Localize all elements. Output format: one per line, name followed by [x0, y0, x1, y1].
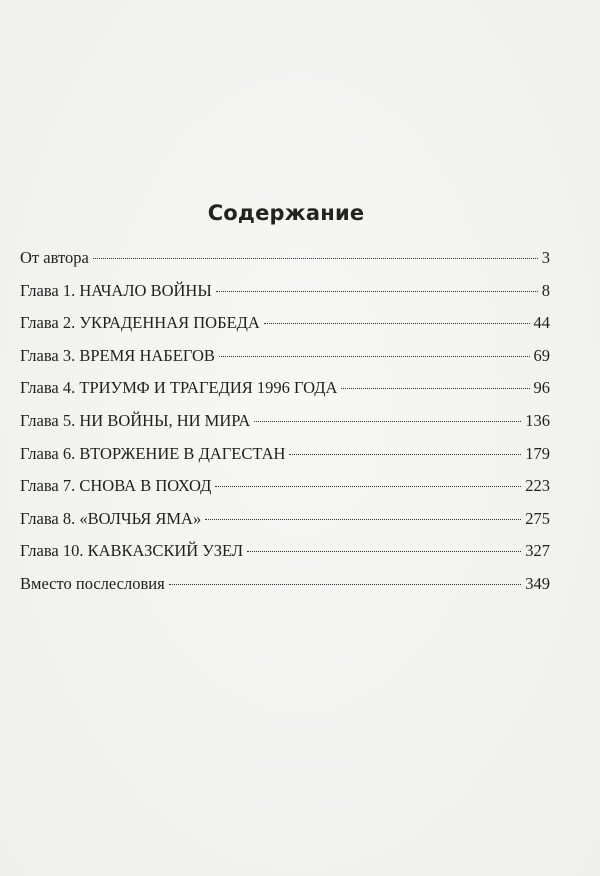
toc-entry-title: Глава 5. НИ ВОЙНЫ, НИ МИРА: [20, 410, 251, 430]
dot-leader: [216, 291, 538, 292]
toc-page-number: 8: [541, 280, 550, 300]
toc-page-number: 349: [525, 573, 550, 593]
toc-page-number: 327: [525, 541, 550, 561]
toc-page-number: 3: [541, 248, 550, 267]
toc-entry: [20, 444, 550, 477]
toc-page-number: 96: [533, 378, 550, 398]
toc-page-number: 69: [533, 345, 550, 365]
page-title: Содержание: [207, 201, 365, 225]
toc-entry-title: Глава 1. НАЧАЛО ВОЙНЫ: [20, 280, 212, 300]
toc-entry: [20, 378, 550, 411]
toc-entry-title: Глава 8. «ВОЛЧЬЯ ЯМА»: [20, 508, 202, 528]
toc-entry: [20, 541, 550, 574]
toc-entry-title: Глава 4. ТРИУМФ И ТРАГЕДИЯ 1996 ГОДА: [20, 378, 338, 398]
dot-leader: [264, 323, 530, 324]
toc-entry-title: Глава 2. УКРАДЕННАЯ ПОБЕДА: [20, 313, 260, 333]
dot-leader: [205, 519, 521, 520]
toc-entry: [20, 574, 550, 607]
toc-entry-title: Глава 7. СНОВА В ПОХОД: [20, 476, 212, 496]
dot-leader: [289, 454, 521, 455]
toc-entry-title: Глава 10. КАВКАЗСКИЙ УЗЕЛ: [20, 541, 244, 561]
toc-entry-title: От автора: [20, 248, 89, 267]
dot-leader: [93, 258, 538, 259]
toc-page-number: 223: [525, 476, 550, 496]
toc-entry: [20, 509, 550, 542]
toc-entry-title: Глава 3. ВРЕМЯ НАБЕГОВ: [20, 345, 215, 365]
dot-leader: [341, 388, 529, 389]
toc-page-number: 44: [533, 313, 550, 333]
toc-page-number: 136: [525, 410, 550, 430]
dot-leader: [215, 486, 521, 487]
toc-entry-title: Глава 6. ВТОРЖЕНИЕ В ДАГЕСТАН: [20, 443, 286, 463]
toc-entry-title: Вместо послесловия: [20, 573, 165, 593]
toc-page-number: 275: [525, 508, 550, 528]
table-of-contents: [20, 248, 550, 607]
toc-entry: [20, 248, 550, 281]
toc-entry: [20, 313, 550, 346]
toc-entry: [20, 281, 550, 314]
toc-entry: [20, 476, 550, 509]
dot-leader: [254, 421, 521, 422]
toc-entry: [20, 346, 550, 379]
dot-leader: [169, 584, 522, 585]
dot-leader: [219, 356, 530, 357]
toc-entry: [20, 411, 550, 444]
dot-leader: [247, 551, 521, 552]
toc-page-number: 179: [525, 443, 550, 463]
